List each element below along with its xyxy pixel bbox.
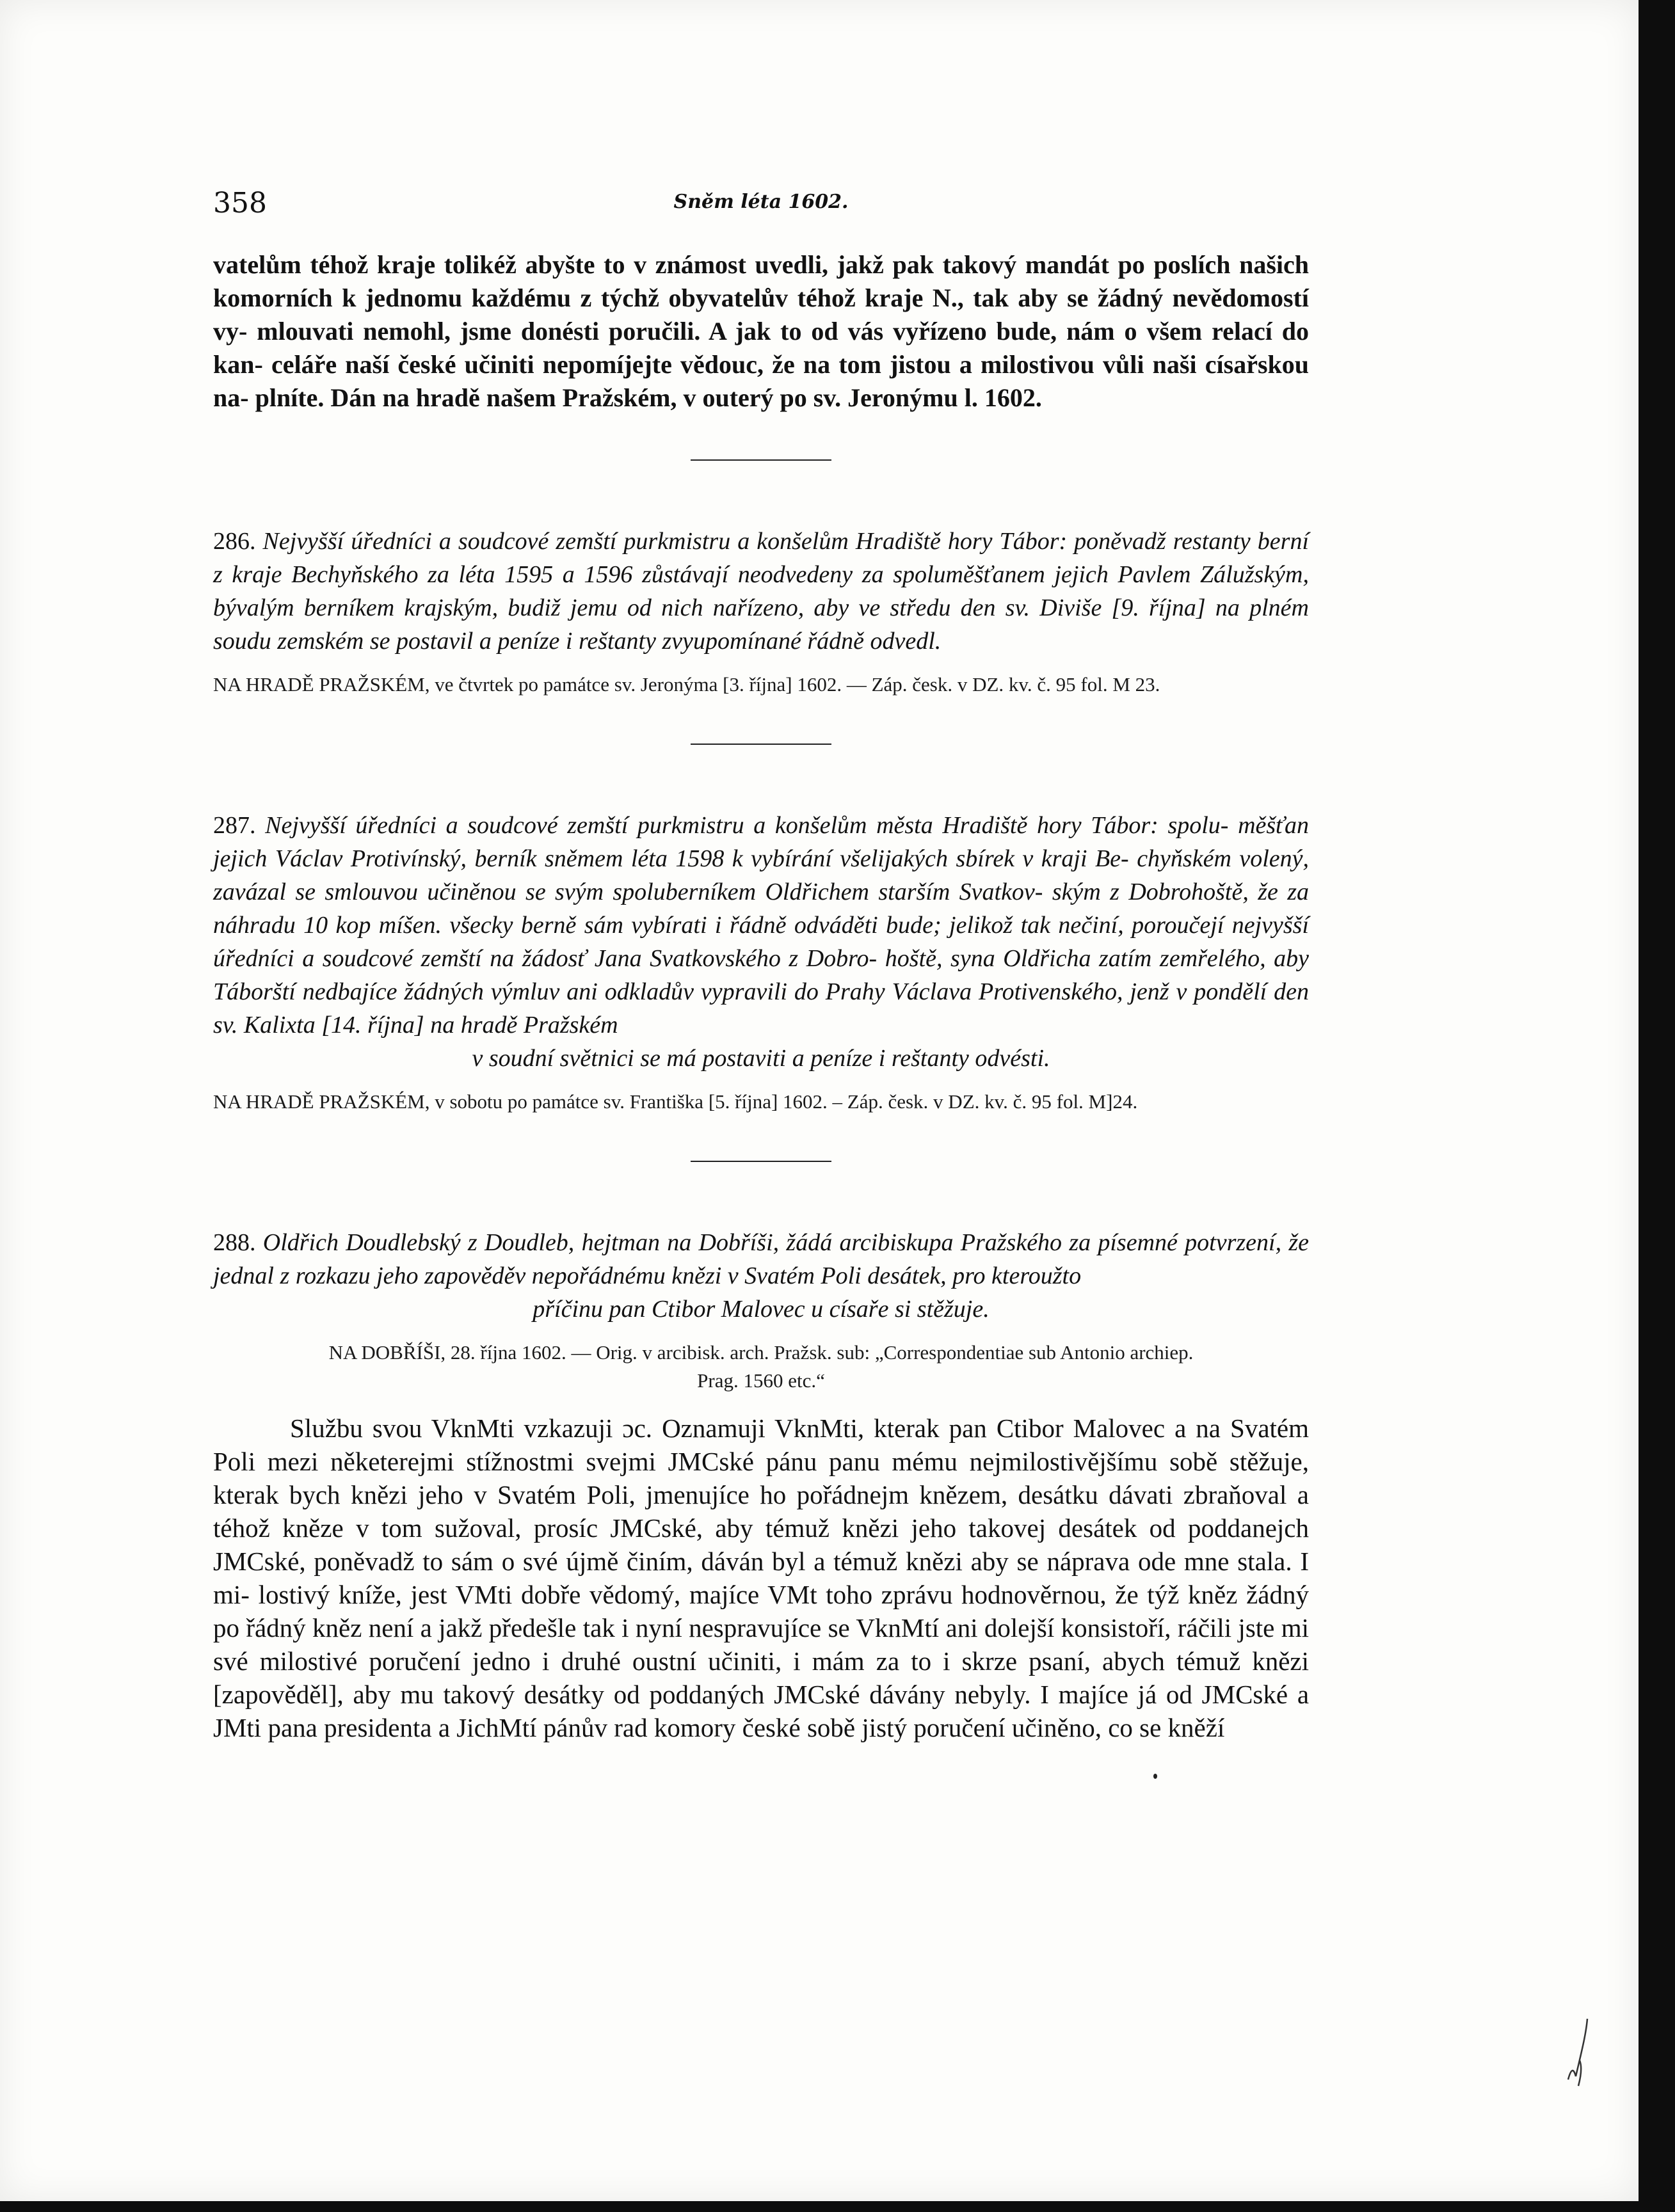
regest-line: Diviše [9. října] na plném soudu zemském se postavil a peníze i reštanty zvyupomínané řádně odvedl. xyxy=(213,594,1309,655)
intro-line: mlouvati nemohl, jsme donésti poručili. A jak to od vás vyřízeno bude, nám o všem relací do kan- xyxy=(213,317,1310,379)
letter-line: řádný kněz není a jakž předešle tak i nyní nespravujíce se VknMtí ani dolejší konsistoří, ráčili jste xyxy=(246,1613,1275,1643)
pencil-mark-icon xyxy=(1562,2016,1600,2092)
entry-number: 287. xyxy=(213,812,256,839)
letter-line: poněvadž to sám o své újmě činím, dáván byl a témuž knězi aby se náprava ode mne stala. I mi- xyxy=(213,1547,1310,1609)
regest-line: chyňském volený, zavázal se smlouvou učiněnou se svým spoluberníkem Oldřichem starším Svatkov- xyxy=(213,845,1310,905)
regest-line-centered: příčinu pan Ctibor Malovec u císaře si stěžuje. xyxy=(533,1296,990,1323)
regest-line: do Prahy Václava Protivenského, jenž v pondělí den sv. Kalixta [14. října] na hradě Pražském xyxy=(213,978,1309,1038)
letter-line: kněze v tom sužoval, prosíc JMCské, aby témuž knězi jeho takovej desátek od poddanejch JMCské, xyxy=(213,1513,1310,1576)
regest-line: měšťan jejich Václav Protivínský, berník sněmem léta 1598 k vybírání všelijakých sbírek v kraji Be- xyxy=(213,812,1309,872)
letter-line: lostivý kníže, jest VMti dobře vědomý, majíce VMt toho zprávu hodnověrnou, že týž kněz žádný po xyxy=(213,1580,1310,1643)
running-head: Sněm léta 1602. xyxy=(673,191,849,213)
separator-rule xyxy=(691,459,831,461)
letter-paragraph xyxy=(213,1412,1309,1744)
ink-speck xyxy=(1153,1774,1157,1779)
source-line: Prag. 1560 etc.“ xyxy=(697,1369,825,1392)
regest-line: potvrzení, že jednal z rozkazu jeho zapověděv nepořádnému knězi v Svatém Poli desátek, pro kteroužto xyxy=(213,1229,1310,1289)
entry-number: 286. xyxy=(213,528,256,555)
separator-rule xyxy=(691,1161,831,1162)
entry-288 xyxy=(213,1226,1309,1395)
source-line: NA DOBŘÍŠI, 28. října 1602. — Orig. v arcibisk. arch. Pražsk. sub: „Correspondentiae sub Antonio archiep. xyxy=(328,1341,1194,1364)
letter-line: [zapověděl], aby mu takový desátky od poddaných JMCské dávány nebyly. I majíce já od JMCské xyxy=(213,1680,1288,1709)
separator-rule xyxy=(691,744,831,745)
letter-line: Poli mezi něketerejmi stížnostmi svejmi JMCské pánu panu mému nejmilostivějšímu sobě stěžuje, kterak xyxy=(213,1447,1309,1509)
letter-line: Službu svou VknMti vzkazuji ɔc. Oznamuji VknMti, kterak pan Ctibor Malovec a na Svatém xyxy=(290,1413,1309,1443)
page-number: 358 xyxy=(213,187,267,219)
regest-line: Oldřich Doudlebský z Doudleb, hejtman na Dobříši, žádá arcibiskupa Pražského za písemné xyxy=(262,1229,1178,1256)
regest-line: ským z Dobrohoště, že za náhradu 10 kop míšen. všecky berně sám vybírati i řádně odváděti bude; xyxy=(213,879,1310,939)
intro-paragraph xyxy=(213,248,1309,415)
intro-line: plníte. Dán na hradě našem Pražském, v outerý po sv. Jeronýmu l. 1602. xyxy=(255,383,1042,412)
entry-287 xyxy=(213,809,1309,1116)
regest-line: Pavlem Zálužským, bývalým berníkem krajským, budiž jemu od nich nařízeno, aby ve středu den sv. xyxy=(213,561,1309,621)
regest-line: Nejvyšší úředníci a soudcové zemští purkmistru a konšelům města Hradiště hory Tábor: spolu- xyxy=(265,812,1229,839)
regest-line: restanty berní z kraje Bechyňského za léta 1595 a 1596 zůstávají neodvedeny za spoluměšťanem jejich xyxy=(213,528,1310,588)
page-header xyxy=(213,187,1309,219)
letter-line: a JMti pana presidenta a JichMtí pánův rad komory české sobě jistý poručení učiněno, co se kněží xyxy=(213,1680,1310,1742)
regest-line: hoště, syna Oldřicha zatím zemřelého, aby Táborští nedbajíce žádných výmluv ani odkladův vypravili xyxy=(213,945,1310,1005)
intro-line: vatelům téhož kraje tolikéž abyšte to v známost uvedli, jakž pak takový mandát po poslích našich xyxy=(213,250,1309,279)
regest-paragraph xyxy=(213,809,1309,1042)
pencil-stroke xyxy=(1568,2019,1587,2086)
source-note: NA HRADĚ PRAŽSKÉM, v sobotu po památce sv. Františka [5. října] 1602. – Záp. česk. v DZ. kv. č. 95 fol. M]24. xyxy=(213,1090,1138,1113)
letter-body xyxy=(213,1412,1309,1744)
regest-paragraph xyxy=(213,525,1309,658)
main-content xyxy=(213,248,1309,1744)
entry-number: 288. xyxy=(213,1229,256,1256)
letter-line: mi své milostivé poručení jedno i druhé oustní učiniti, i mám za to i skrze psaní, abych témuž knězi xyxy=(213,1613,1309,1676)
letter-line: bych knězi jeho v Svatém Poli, jmenujíce ho pořádnejm knězem, desátku dávati zbraňoval a téhož xyxy=(213,1480,1309,1543)
intro-line: celáře naší české učiniti nepomíjejte vědouc, že na tom jistou a milostivou vůli naši císařskou na- xyxy=(213,350,1310,412)
regest-line: Nejvyšší úředníci a soudcové zemští purkmistru a konšelům Hradiště hory Tábor: poněvadž xyxy=(262,528,1166,555)
source-note xyxy=(213,1339,1309,1395)
regest-paragraph xyxy=(213,1226,1309,1293)
entry-286 xyxy=(213,525,1309,699)
source-note: NA HRADĚ PRAŽSKÉM, ve čtvrtek po památce sv. Jeronýma [3. října] 1602. — Záp. česk. v DZ. kv. č. 95 fol. M 23. xyxy=(213,673,1160,696)
regest-line: jelikož tak nečiní, poroučejí nejvyšší úředníci a soudcové zemští na žádosť Jana Svatkovského z Dobro- xyxy=(213,912,1310,972)
regest-line-centered: v soudní světnici se má postaviti a peníze i reštanty odvésti. xyxy=(472,1045,1050,1072)
intro-line: komorních k jednomu každému z týchž obyvatelův téhož kraje N., tak aby se žádný nevědomostí vy- xyxy=(213,283,1309,346)
